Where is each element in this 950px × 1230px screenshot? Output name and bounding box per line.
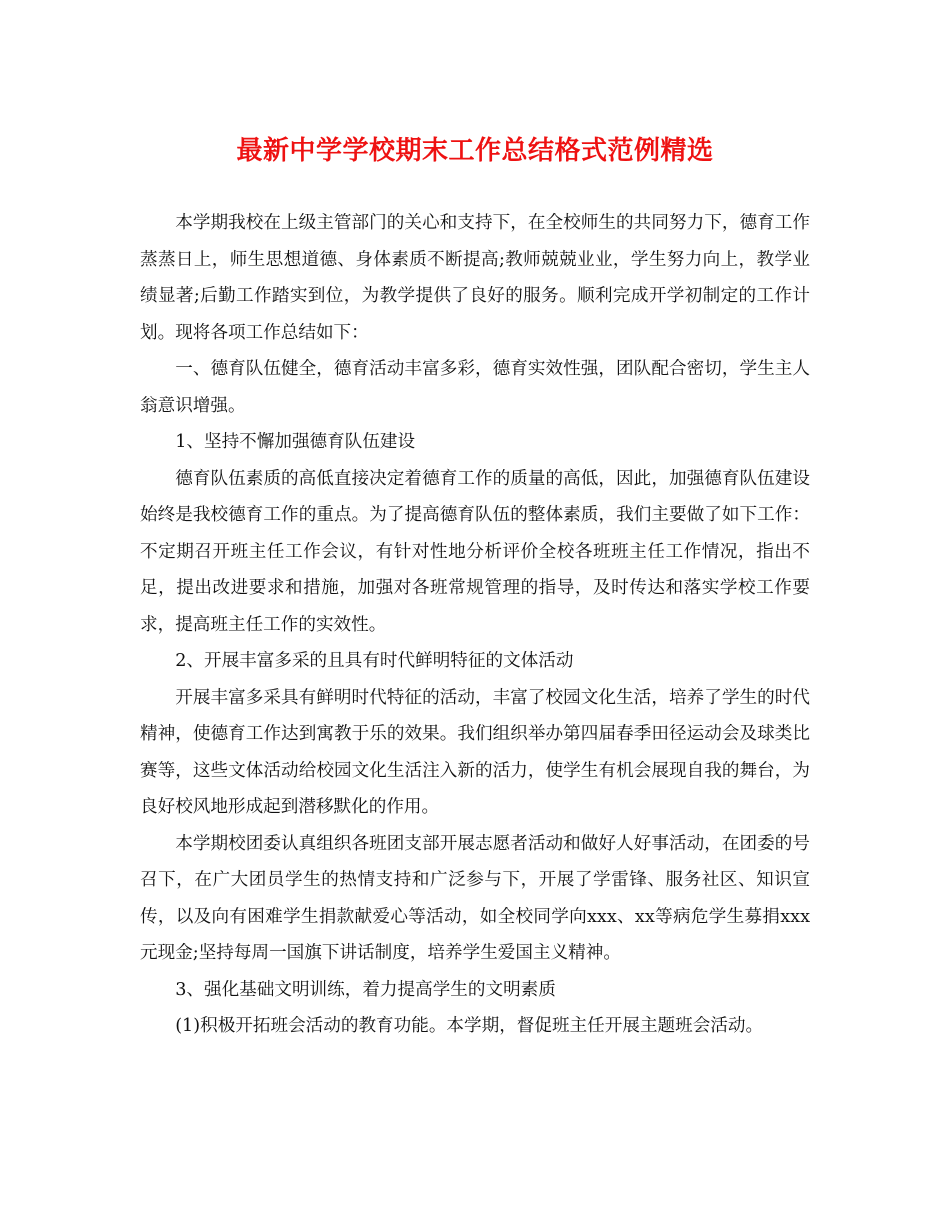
paragraph-team-building: 德育队伍素质的高低直接决定着德育工作的质量的高低，因此，加强德育队伍建设始终是我校德育工作的重点。为了提高德育队伍的整体素质，我们主要做了如下工作：不定期召开班主任工作会议，有针对性地分析评价全校各班班主任工作情况，指出不足，提出改进要求和措施，加强对各班常规管理的指导，及时传达和落实学校工作要求，提高班主任工作的实效性。 xyxy=(140,468,810,635)
section-heading-1: 一、德育队伍健全，德育活动丰富多彩，德育实效性强，团队配合密切，学生主人翁意识增强。 xyxy=(140,359,810,416)
paragraph-intro: 本学期我校在上级主管部门的关心和支持下，在全校师生的共同努力下，德育工作蒸蒸日上，师生思想道德、身体素质不断提高;教师兢兢业业，学生努力向上，教学业绩显著;后勤工作踏实到位，为教学提供了良好的服务。顺利完成开学初制定的工作计划。现将各项工作总结如下： xyxy=(140,213,810,343)
subheading-1: 1、坚持不懈加强德育队伍建设 xyxy=(175,432,416,452)
paragraph-volunteer: 本学期校团委认真组织各班团支部开展志愿者活动和做好人好事活动，在团委的号召下，在广大团员学生的热情支持和广泛参与下，开展了学雷锋、服务社区、知识宣传，以及向有困难学生捐款献爱心等活动，如全校同学向xxx、xx等病危学生募捐xxx元现金;坚持每周一国旗下讲话制度，培养学生爱国主义精神。 xyxy=(140,833,810,963)
document-title: 最新中学学校期末工作总结格式范例精选 xyxy=(236,136,714,166)
subheading-3: 3、强化基础文明训练，着力提高学生的文明素质 xyxy=(175,979,556,1000)
subheading-2: 2、开展丰富多采的且具有时代鲜明特征的文体活动 xyxy=(175,651,574,671)
paragraph-activities: 开展丰富多采具有鲜明时代特征的活动，丰富了校园文化生活，培养了学生的时代精神，使德育工作达到寓教于乐的效果。我们组织举办第四届春季田径运动会及球类比赛等，这些文体活动给校园文化生活注入新的活力，使学生有机会展现自我的舞台，为良好校风地形成起到潜移默化的作用。 xyxy=(140,687,810,817)
paragraph-class-meeting: (1)积极开拓班会活动的教育功能。本学期，督促班主任开展主题班会活动。 xyxy=(175,1016,764,1036)
document-body xyxy=(140,205,810,1045)
